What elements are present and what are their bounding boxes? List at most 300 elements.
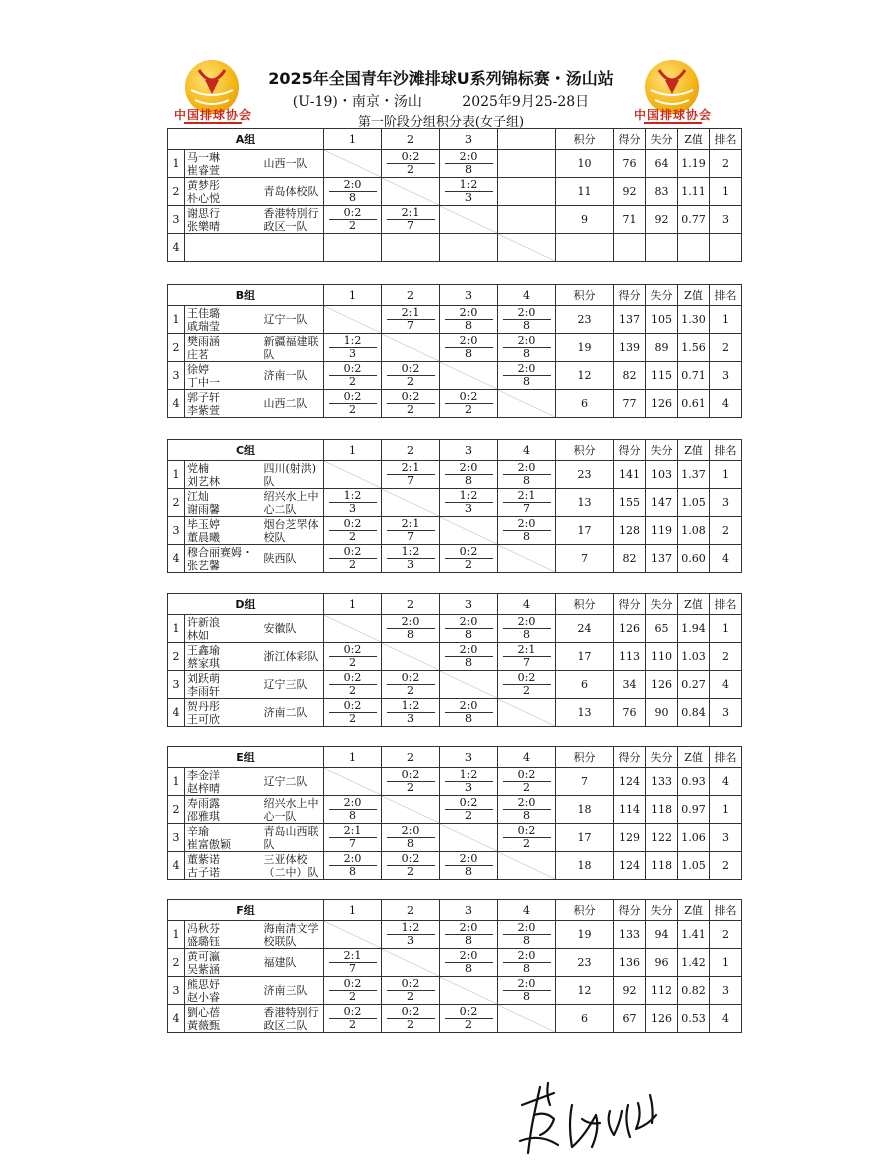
table-row	[168, 178, 774, 206]
player-1: 穆合丽赛姆・	[187, 545, 253, 559]
set-score: 2:0	[401, 615, 420, 628]
set-score: 0:2	[517, 671, 536, 684]
set-score: 1:2	[401, 699, 420, 712]
points-lost-cell: 126	[646, 671, 678, 699]
match-score-cell	[324, 517, 382, 545]
opponent-column-header: 4	[498, 594, 556, 615]
stat-column-header: Z值	[678, 440, 710, 461]
table-row	[168, 234, 774, 262]
match-score-cell	[440, 921, 498, 949]
match-points: 3	[465, 191, 473, 204]
set-score: 1:2	[459, 178, 478, 191]
match-points: 2	[465, 809, 473, 822]
match-points: 8	[465, 865, 473, 878]
z-value-cell: 1.08	[678, 517, 710, 545]
points-won-cell: 82	[614, 545, 646, 573]
self-match-cell	[324, 615, 382, 643]
player-names	[185, 977, 262, 1005]
self-match-cell	[382, 949, 440, 977]
rank-cell: 2	[710, 517, 742, 545]
player-1: 谢思行	[187, 206, 220, 220]
opponent-column-header: 4	[498, 747, 556, 768]
match-points: 3	[349, 347, 356, 360]
points-won-cell: 82	[614, 362, 646, 390]
set-score: 2:0	[517, 615, 536, 628]
player-names	[185, 545, 262, 573]
match-points: 2	[349, 990, 357, 1003]
match-score-cell	[498, 671, 556, 699]
z-value-cell: 0.27	[678, 671, 710, 699]
match-score-cell	[440, 545, 498, 573]
self-match-cell	[324, 150, 382, 178]
points-lost-cell: 65	[646, 615, 678, 643]
player-names	[185, 178, 262, 206]
stat-column-header: Z值	[678, 285, 710, 306]
self-match-cell	[382, 796, 440, 824]
match-score-cell	[498, 949, 556, 977]
table-row	[168, 615, 774, 643]
points-won-cell: 128	[614, 517, 646, 545]
match-score-cell	[440, 390, 498, 418]
points-won-cell: 141	[614, 461, 646, 489]
player-1: 李金洋	[187, 768, 220, 782]
match-points: 8	[523, 347, 530, 360]
empty-cell	[498, 206, 556, 234]
points-cell: 9	[556, 206, 614, 234]
group-table	[167, 746, 774, 880]
seed-number: 1	[168, 461, 185, 489]
points-cell: 13	[556, 699, 614, 727]
player-names	[185, 699, 262, 727]
points-lost-cell: 110	[646, 643, 678, 671]
z-value-cell: 0.97	[678, 796, 710, 824]
player-names	[185, 671, 262, 699]
set-score: 1:2	[459, 489, 478, 502]
group-name: C组	[168, 440, 324, 461]
match-points: 2	[349, 712, 356, 725]
player-names	[185, 306, 262, 334]
match-score-cell	[498, 824, 556, 852]
set-score: 2:0	[343, 178, 362, 191]
match-score-cell	[498, 643, 556, 671]
table-row	[168, 362, 774, 390]
stat-column-header: 排名	[710, 747, 742, 768]
match-score-cell	[498, 921, 556, 949]
empty-cell	[498, 178, 556, 206]
points-won-cell: 114	[614, 796, 646, 824]
set-score: 2:1	[517, 489, 536, 502]
match-points: 8	[523, 934, 531, 947]
z-value-cell: 1.37	[678, 461, 710, 489]
set-score: 0:2	[401, 977, 420, 990]
match-score-cell	[382, 852, 440, 880]
seed-number: 3	[168, 206, 185, 234]
match-score-cell	[440, 949, 498, 977]
rank-cell: 2	[710, 334, 742, 362]
set-score: 2:0	[459, 949, 478, 962]
match-points: 7	[407, 219, 415, 232]
points-won-cell: 76	[614, 150, 646, 178]
self-match-cell	[440, 362, 498, 390]
rank-cell: 1	[710, 615, 742, 643]
match-score-cell	[440, 489, 498, 517]
table-row	[168, 949, 774, 977]
match-points: 2	[349, 403, 356, 416]
z-value-cell: 1.11	[678, 178, 710, 206]
match-score-cell	[440, 643, 498, 671]
match-points: 7	[523, 502, 531, 515]
set-score: 2:0	[517, 461, 536, 474]
player-names	[185, 461, 262, 489]
points-cell: 17	[556, 824, 614, 852]
seed-number: 2	[168, 796, 185, 824]
points-won-cell: 92	[614, 178, 646, 206]
stat-column-header: 积分	[556, 900, 614, 921]
match-score-cell	[324, 671, 382, 699]
table-row	[168, 334, 774, 362]
set-score: 2:0	[343, 796, 362, 809]
opponent-column-header: 2	[382, 900, 440, 921]
set-score: 0:2	[343, 977, 362, 990]
points-won-cell: 77	[614, 390, 646, 418]
match-points: 3	[465, 781, 473, 794]
self-match-cell	[440, 977, 498, 1005]
team-name: 青岛山西联队	[262, 824, 324, 852]
player-2: 崔富傲颖	[187, 837, 231, 851]
team-name: 绍兴水上中心二队	[262, 489, 324, 517]
stat-column-header: 得分	[614, 594, 646, 615]
set-score: 2:0	[459, 921, 478, 934]
match-points: 3	[349, 502, 357, 515]
match-points: 8	[523, 628, 530, 641]
group-name: B组	[168, 285, 324, 306]
stat-column-header: 排名	[710, 285, 742, 306]
points-cell: 7	[556, 545, 614, 573]
set-score: 1:2	[343, 489, 362, 502]
set-score: 0:2	[343, 671, 362, 684]
player-1: 徐婷	[187, 362, 209, 376]
player-2: 邵雅琪	[187, 809, 220, 823]
match-score-cell	[324, 977, 382, 1005]
match-points: 2	[523, 684, 530, 697]
match-score-cell	[382, 824, 440, 852]
player-2: 盛璐钰	[187, 934, 220, 948]
self-match-cell	[498, 699, 556, 727]
player-1: 毕玉婷	[187, 517, 220, 531]
match-points: 8	[465, 712, 472, 725]
points-lost-cell: 118	[646, 796, 678, 824]
rank-cell: 2	[710, 852, 742, 880]
z-value-cell: 0.60	[678, 545, 710, 573]
empty-cell	[324, 234, 382, 262]
match-score-cell	[382, 1005, 440, 1033]
team-name: 海南清文学校联队	[262, 921, 324, 949]
opponent-column-header: 2	[382, 129, 440, 150]
points-cell: 23	[556, 306, 614, 334]
self-match-cell	[440, 824, 498, 852]
match-score-cell	[382, 615, 440, 643]
player-2: 李紫萱	[187, 403, 220, 417]
table-row	[168, 150, 774, 178]
z-value-cell: 1.06	[678, 824, 710, 852]
rank-cell: 3	[710, 206, 742, 234]
match-points: 2	[465, 558, 473, 571]
set-score: 0:2	[401, 150, 420, 163]
set-score: 2:1	[401, 306, 420, 319]
signature-image	[510, 1075, 670, 1165]
opponent-column-header: 1	[324, 440, 382, 461]
match-score-cell	[382, 306, 440, 334]
set-score: 0:2	[401, 1005, 420, 1018]
z-value-cell	[678, 234, 710, 262]
seed-number: 1	[168, 615, 185, 643]
match-score-cell	[382, 461, 440, 489]
player-2: 张樂晴	[187, 219, 220, 233]
player-2: 李雨轩	[187, 684, 220, 698]
team-name: 辽宁二队	[262, 768, 324, 796]
seed-number: 2	[168, 334, 185, 362]
team-name: 香港特别行政区二队	[262, 1005, 324, 1033]
event-dates: 2025年9月25-28日	[462, 94, 590, 110]
player-names	[185, 768, 262, 796]
stat-column-header: Z值	[678, 129, 710, 150]
table-row	[168, 517, 774, 545]
points-won-cell: 126	[614, 615, 646, 643]
match-score-cell	[382, 768, 440, 796]
points-lost-cell: 126	[646, 390, 678, 418]
opponent-column-header: 3	[440, 900, 498, 921]
table-row	[168, 489, 774, 517]
self-match-cell	[382, 178, 440, 206]
player-names	[185, 824, 262, 852]
opponent-column-header: 2	[382, 594, 440, 615]
points-won-cell: 76	[614, 699, 646, 727]
stat-column-header: 得分	[614, 129, 646, 150]
player-1: 郭子轩	[187, 390, 220, 404]
player-2: 赵小睿	[187, 990, 220, 1004]
match-score-cell	[382, 362, 440, 390]
seed-number: 4	[168, 545, 185, 573]
stat-column-header: 积分	[556, 440, 614, 461]
points-lost-cell: 133	[646, 768, 678, 796]
points-won-cell: 137	[614, 306, 646, 334]
seed-number: 4	[168, 234, 185, 262]
points-cell: 18	[556, 852, 614, 880]
player-names	[185, 234, 262, 262]
match-points: 2	[349, 1018, 357, 1031]
match-points: 7	[349, 962, 357, 975]
points-lost-cell: 103	[646, 461, 678, 489]
opponent-column-header: 4	[498, 285, 556, 306]
set-score: 0:2	[517, 768, 536, 781]
self-match-cell	[324, 921, 382, 949]
match-score-cell	[382, 150, 440, 178]
z-value-cell: 1.05	[678, 852, 710, 880]
points-cell: 17	[556, 643, 614, 671]
player-1: 辛瑜	[187, 824, 209, 838]
group-name: E组	[168, 747, 324, 768]
match-points: 2	[407, 865, 415, 878]
z-value-cell: 0.61	[678, 390, 710, 418]
match-score-cell	[440, 768, 498, 796]
points-cell: 23	[556, 461, 614, 489]
player-names	[185, 390, 262, 418]
set-score: 0:2	[343, 206, 362, 219]
set-score: 2:1	[401, 461, 420, 474]
opponent-column-header: 1	[324, 900, 382, 921]
rank-cell: 4	[710, 671, 742, 699]
set-score: 0:2	[401, 852, 420, 865]
table-row	[168, 461, 774, 489]
player-2: 黃薇甄	[187, 1018, 220, 1032]
player-names	[185, 206, 262, 234]
match-points: 7	[407, 474, 415, 487]
opponent-column-header: 2	[382, 440, 440, 461]
team-name: 四川(射洪)队	[262, 461, 324, 489]
seed-number: 3	[168, 977, 185, 1005]
points-won-cell: 113	[614, 643, 646, 671]
opponent-column-header: 3	[440, 129, 498, 150]
team-name: 绍兴水上中心一队	[262, 796, 324, 824]
match-points: 3	[465, 502, 473, 515]
match-points: 7	[349, 837, 357, 850]
match-score-cell	[324, 362, 382, 390]
match-points: 2	[523, 781, 531, 794]
match-points: 8	[465, 347, 472, 360]
opponent-column-header: 1	[324, 129, 382, 150]
match-score-cell	[440, 699, 498, 727]
seed-number: 4	[168, 852, 185, 880]
seed-number: 2	[168, 949, 185, 977]
self-match-cell	[498, 234, 556, 262]
z-value-cell: 1.03	[678, 643, 710, 671]
z-value-cell: 1.42	[678, 949, 710, 977]
z-value-cell: 0.84	[678, 699, 710, 727]
match-points: 8	[523, 530, 531, 543]
points-cell: 10	[556, 150, 614, 178]
player-2: 王可欣	[187, 712, 220, 726]
points-lost-cell: 112	[646, 977, 678, 1005]
match-score-cell	[324, 334, 382, 362]
rank-cell: 4	[710, 390, 742, 418]
match-points: 2	[407, 163, 415, 176]
opponent-column-header: 3	[440, 594, 498, 615]
points-lost-cell: 137	[646, 545, 678, 573]
stat-column-header: Z值	[678, 747, 710, 768]
seed-number: 3	[168, 517, 185, 545]
rank-cell: 1	[710, 461, 742, 489]
set-score: 0:2	[401, 362, 420, 375]
stat-column-header: 失分	[646, 129, 678, 150]
stat-column-header: Z值	[678, 900, 710, 921]
player-names	[185, 517, 262, 545]
z-value-cell: 1.94	[678, 615, 710, 643]
player-names	[185, 334, 262, 362]
z-value-cell: 0.53	[678, 1005, 710, 1033]
stat-column-header: 积分	[556, 285, 614, 306]
player-names	[185, 362, 262, 390]
points-cell	[556, 234, 614, 262]
points-cell: 19	[556, 334, 614, 362]
points-cell: 13	[556, 489, 614, 517]
self-match-cell	[440, 206, 498, 234]
match-score-cell	[440, 150, 498, 178]
stat-column-header: 失分	[646, 440, 678, 461]
player-1: 许新浪	[187, 615, 220, 629]
player-2: 张艺馨	[187, 558, 220, 572]
match-points: 7	[407, 319, 414, 332]
opponent-column-header: 2	[382, 285, 440, 306]
match-score-cell	[382, 390, 440, 418]
player-1: 马一琳	[187, 150, 220, 164]
player-1: 王鑫瑜	[187, 643, 220, 657]
z-value-cell: 1.05	[678, 489, 710, 517]
set-score: 0:2	[343, 699, 362, 712]
points-cell: 18	[556, 796, 614, 824]
stat-column-header: 排名	[710, 440, 742, 461]
match-score-cell	[440, 852, 498, 880]
group-table	[167, 593, 774, 727]
player-2: 古子诺	[187, 865, 220, 879]
points-lost-cell: 126	[646, 1005, 678, 1033]
match-points: 3	[407, 558, 415, 571]
points-won-cell: 92	[614, 977, 646, 1005]
table-row	[168, 390, 774, 418]
opponent-column-header: 3	[440, 747, 498, 768]
points-cell: 7	[556, 768, 614, 796]
match-points: 8	[465, 319, 472, 332]
z-value-cell: 1.41	[678, 921, 710, 949]
points-cell: 12	[556, 977, 614, 1005]
match-points: 2	[349, 684, 356, 697]
stat-column-header: 失分	[646, 900, 678, 921]
match-points: 8	[523, 962, 531, 975]
set-score: 2:0	[459, 150, 478, 163]
set-score: 0:2	[343, 362, 362, 375]
points-won-cell: 34	[614, 671, 646, 699]
rank-cell: 3	[710, 699, 742, 727]
table-row	[168, 206, 774, 234]
match-score-cell	[498, 489, 556, 517]
match-score-cell	[324, 796, 382, 824]
player-1: 江灿	[187, 489, 209, 503]
rank-cell: 4	[710, 545, 742, 573]
seed-number: 2	[168, 178, 185, 206]
opponent-column-header: 1	[324, 594, 382, 615]
opponent-column-header: 1	[324, 747, 382, 768]
table-row	[168, 796, 774, 824]
match-score-cell	[498, 977, 556, 1005]
set-score: 1:2	[459, 768, 478, 781]
points-lost-cell: 147	[646, 489, 678, 517]
match-score-cell	[498, 362, 556, 390]
stat-column-header: 积分	[556, 747, 614, 768]
team-name: 陕西队	[262, 545, 324, 573]
z-value-cell: 1.19	[678, 150, 710, 178]
player-1: 贺丹彤	[187, 699, 220, 713]
player-1: 刘跃萌	[187, 671, 220, 685]
match-points: 8	[465, 163, 473, 176]
points-lost-cell: 119	[646, 517, 678, 545]
player-2: 董晨曦	[187, 530, 220, 544]
table-row	[168, 306, 774, 334]
self-match-cell	[382, 334, 440, 362]
points-cell: 6	[556, 390, 614, 418]
seed-number: 4	[168, 390, 185, 418]
rank-cell: 2	[710, 643, 742, 671]
z-value-cell: 0.71	[678, 362, 710, 390]
team-name: 济南一队	[262, 362, 324, 390]
